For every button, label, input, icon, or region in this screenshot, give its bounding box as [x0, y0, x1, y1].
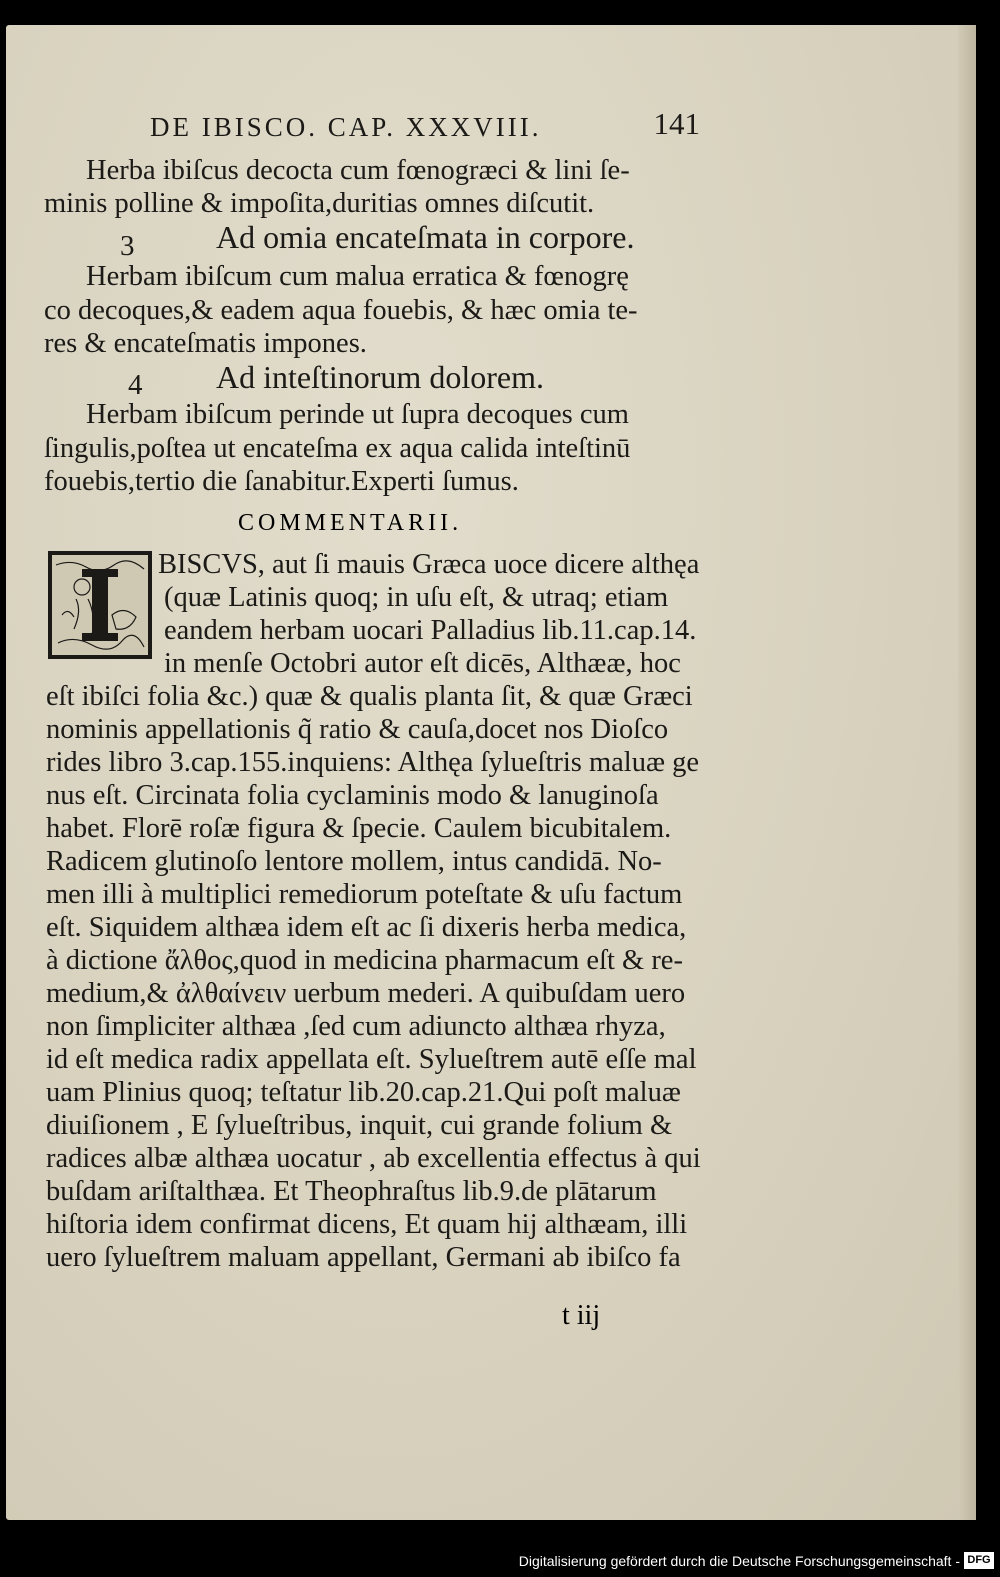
running-head-title: DE IBISCO. CAP. XXXVIII.	[150, 112, 542, 142]
text-line: ſingulis,poſtea ut encateſma ex aqua calida inteſtinū	[44, 433, 631, 464]
text-line: Herbam ibiſcum perinde ut ſupra decoques cum	[86, 399, 629, 430]
page-edge	[958, 25, 976, 1520]
commentary-title: COMMENTARII.	[238, 510, 463, 536]
decorated-initial	[48, 551, 152, 659]
text-line: eandem herbam uocari Palladius lib.11.cap.14.	[164, 615, 697, 646]
text-line: à dictione ἄλθος,quod in medicina pharmacum eſt & re-	[46, 945, 683, 976]
section-number: 3	[120, 230, 135, 262]
text-line: nominis appellationis q̃ ratio & cauſa,docet nos Dioſco	[46, 714, 669, 745]
text-line: radices albæ althæa uocatur , ab excellentia effectus à qui	[46, 1143, 701, 1174]
text-line: res & encateſmatis impones.	[44, 328, 367, 359]
text-line: nus eſt. Circinata folia cyclaminis modo & lanuginoſa	[46, 780, 659, 811]
dfg-logo: DFG	[964, 1552, 994, 1569]
text-line: buſdam ariſtalthæa. Et Theophraſtus lib.9.de plātarum	[46, 1176, 657, 1207]
text-line: id eſt medica radix appellata eſt. Sylueſtrem autē eſſe mal	[46, 1044, 697, 1075]
text-line: eſt. Siquidem althæa idem eſt ac ſi dixeris herba medica,	[46, 912, 687, 943]
text-line: Radicem glutinoſo lentore mollem, intus candidā. No-	[46, 846, 662, 877]
text-line: hiſtoria idem confirmat dicens, Et quam hij althæam, illi	[46, 1209, 688, 1240]
text-line: non ſimpliciter althæa ,ſed cum adiuncto althæa rhyza,	[46, 1011, 666, 1042]
text-line: uam Plinius quoq; teſtatur lib.20.cap.21.Qui poſt maluæ	[46, 1077, 681, 1108]
text-line: habet. Florē roſæ figura & ſpecie. Caulem bicubitalem.	[46, 813, 672, 844]
text-line: (quæ Latinis quoq; in uſu eſt, & utraq; etiam	[164, 582, 669, 613]
text-line: rides libro 3.cap.155.inquiens: Althęa ſylueſtris maluæ ge	[46, 747, 700, 778]
text-line: men illi à multiplici remediorum poteſtate & uſu factum	[46, 879, 683, 910]
text-line: fouebis,tertio die ſanabitur.Experti ſumus.	[44, 466, 519, 497]
footer-credit: Digitalisierung gefördert durch die Deutsche Forschungsgemeinschaft -	[518, 1553, 960, 1569]
text-line: Herbam ibiſcum cum malua erratica & fœnogrę	[86, 261, 629, 292]
section-heading: Ad omia encateſmata in corpore.	[216, 219, 635, 255]
text-line: BISCVS, aut ſi mauis Græca uoce dicere althęa	[158, 549, 700, 580]
catchword: t iij	[562, 1300, 601, 1331]
text-line: in menſe Octobri autor eſt dicēs, Althææ, hoc	[164, 648, 681, 679]
text-line: medium,& ἀλθαίνειν uerbum mederi. A quibuſdam uero	[46, 978, 686, 1009]
section-heading: Ad inteſtinorum dolorem.	[216, 359, 544, 395]
text-line: co decoques,& eadem aqua fouebis, & hæc omia te-	[44, 295, 638, 326]
text-line: eſt ibiſci folia &c.) quæ & qualis planta ſit, & quæ Græci	[46, 681, 693, 712]
section-number: 4	[128, 369, 143, 401]
running-head	[150, 106, 700, 143]
folio-number: 141	[653, 106, 700, 141]
text-line: minis polline & impoſita,duritias omnes diſcutit.	[44, 188, 595, 219]
text-line: Herba ibiſcus decocta cum fœnogræci & lini ſe-	[86, 155, 630, 186]
initial-woodcut-icon	[52, 555, 148, 655]
text-line: uero ſylueſtrem maluam appellant, Germani ab ibiſco fa	[46, 1242, 681, 1273]
text-line: diuiſionem , E ſylueſtribus, inquit, cui grande folium &	[46, 1110, 673, 1141]
